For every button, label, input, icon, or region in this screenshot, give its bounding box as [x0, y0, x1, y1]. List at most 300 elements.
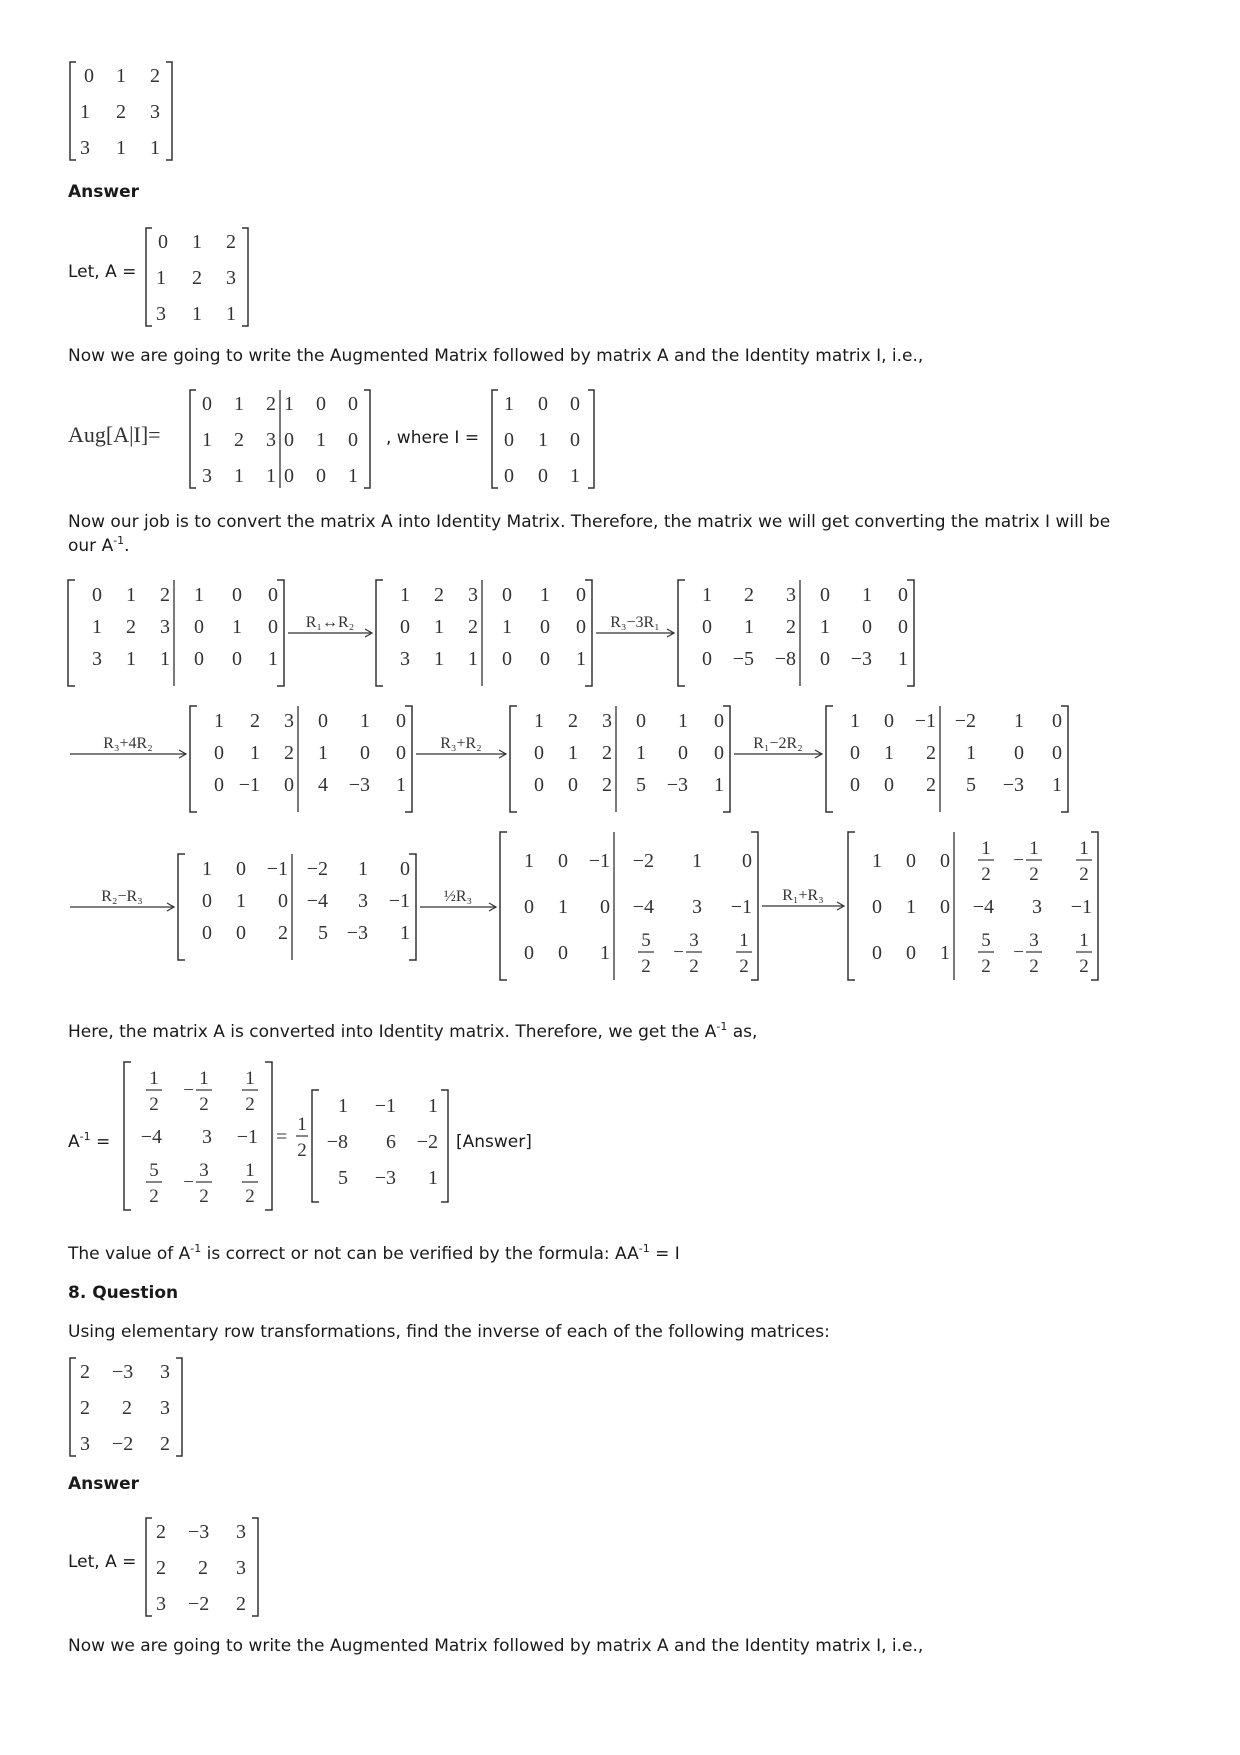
- cell: 4: [318, 774, 328, 796]
- cell: 0: [534, 774, 544, 796]
- cell: 1: [150, 137, 160, 159]
- svg-text:2: 2: [1029, 956, 1039, 977]
- cell: 2: [786, 616, 796, 638]
- let-label: Let, A =: [68, 1552, 137, 1572]
- cell: −4: [306, 890, 328, 912]
- cell: 1: [820, 616, 830, 638]
- cell: 0: [268, 584, 278, 606]
- cell: 0: [576, 616, 586, 638]
- cell: 1: [318, 742, 328, 764]
- cell: 1: [234, 465, 244, 487]
- cell: [978, 838, 994, 885]
- cell: 1: [194, 584, 204, 606]
- cell: [1013, 930, 1042, 977]
- operation-label: R₂−R₃: [101, 888, 143, 905]
- cell: 1: [534, 710, 544, 732]
- cell: −3: [374, 1167, 396, 1189]
- cell: 1: [232, 616, 242, 638]
- cell: 1: [428, 1167, 438, 1189]
- cell: −3: [1002, 774, 1024, 796]
- cell: 1: [714, 774, 724, 796]
- cell: 0: [284, 465, 294, 487]
- cell: 1: [850, 710, 860, 732]
- svg-text:−: −: [673, 942, 684, 963]
- inverse-result: [118, 1060, 618, 1220]
- cell: 3: [236, 1521, 246, 1543]
- aug-intro-text: Now we are going to write the Augmented Matrix followed by matrix A and the Identity matrix I, i.e.,: [68, 346, 924, 366]
- svg-text:2: 2: [981, 864, 991, 885]
- cell: 0: [502, 584, 512, 606]
- answer-tag: [Answer]: [456, 1132, 532, 1152]
- cell: 3: [786, 584, 796, 606]
- cell: 2: [156, 1521, 166, 1543]
- svg-text:1: 1: [1029, 838, 1039, 859]
- cell: 0: [348, 429, 358, 451]
- cell: 3: [156, 303, 166, 325]
- cell: 0: [570, 393, 580, 415]
- cell: 5: [338, 1167, 348, 1189]
- svg-text:2: 2: [149, 1186, 159, 1207]
- cell: −2: [632, 850, 654, 872]
- cell: 0: [940, 896, 950, 918]
- cell: 1: [348, 465, 358, 487]
- superscript: -1: [113, 534, 125, 547]
- cell: 0: [872, 942, 882, 964]
- left-bracket: [190, 706, 197, 812]
- cell: 3: [266, 429, 276, 451]
- q8-matrix-a: [144, 1516, 264, 1625]
- cell: 0: [884, 710, 894, 732]
- cell: 1: [862, 584, 872, 606]
- left-bracket: [826, 706, 833, 812]
- svg-text:1: 1: [1079, 838, 1089, 859]
- augmented-matrix: [848, 832, 1098, 980]
- cell: 0: [742, 850, 752, 872]
- cell: 1: [678, 710, 688, 732]
- cell: 3: [80, 137, 90, 159]
- cell: 0: [558, 942, 568, 964]
- cell: 0: [1052, 742, 1062, 764]
- cell: 0: [558, 850, 568, 872]
- cell: 0: [524, 896, 534, 918]
- cell: 1: [202, 858, 212, 880]
- cell: 0: [92, 584, 102, 606]
- answer-label: Answer: [68, 182, 139, 202]
- cell: 2: [266, 393, 276, 415]
- cell: 0: [214, 774, 224, 796]
- cell: 1: [316, 429, 326, 451]
- aug-label-text: Aug[A|I]=: [68, 422, 161, 447]
- text: is correct or not can be verified by the formula: AA: [201, 1244, 639, 1264]
- cell: 1: [940, 942, 950, 964]
- result-text: [68, 1022, 757, 1042]
- cell: 0: [232, 584, 242, 606]
- cell: 2: [80, 1397, 90, 1419]
- cell: 2: [278, 922, 288, 944]
- cell: 1: [116, 137, 126, 159]
- cell: 1: [360, 710, 370, 732]
- question-heading: 8. Question: [68, 1283, 179, 1303]
- cell: 2: [602, 742, 612, 764]
- cell: 1: [396, 774, 406, 796]
- right-bracket: [907, 580, 914, 686]
- svg-text:1: 1: [297, 1114, 307, 1135]
- cell: 1: [250, 742, 260, 764]
- augmented-matrix: [510, 706, 730, 812]
- cell: 3: [92, 648, 102, 670]
- cell: [146, 1068, 162, 1115]
- augmented-matrix: [178, 854, 416, 960]
- cell: 0: [202, 393, 212, 415]
- cell: 1: [576, 648, 586, 670]
- text: = I: [649, 1244, 680, 1264]
- cell: 1: [400, 922, 410, 944]
- cell: 0: [898, 584, 908, 606]
- svg-text:2: 2: [981, 956, 991, 977]
- operation-label: R₃+4R₂: [103, 735, 153, 752]
- cell: 0: [906, 850, 916, 872]
- cell: 1: [966, 742, 976, 764]
- cell: 3: [226, 267, 236, 289]
- cell: −3: [348, 774, 370, 796]
- cell: 3: [202, 1126, 212, 1148]
- cell: 0: [396, 742, 406, 764]
- operation-label: ½R₃: [443, 888, 473, 905]
- cell: −2: [306, 858, 328, 880]
- cell: 1: [358, 858, 368, 880]
- scalar-half: [296, 1114, 308, 1161]
- cell: 0: [504, 429, 514, 451]
- cell: [183, 1068, 212, 1115]
- cell: −5: [732, 648, 754, 670]
- cell: 0: [400, 616, 410, 638]
- cell: 2: [80, 1361, 90, 1383]
- right-bracket: [441, 1090, 448, 1202]
- superscript: -1: [79, 1130, 91, 1143]
- right-bracket: [405, 706, 412, 812]
- cell: 3: [160, 1361, 170, 1383]
- cell: [638, 930, 654, 977]
- left-bracket: [178, 854, 185, 960]
- cell: 0: [714, 710, 724, 732]
- augmented-matrix: [190, 706, 412, 812]
- cell: 1: [92, 616, 102, 638]
- svg-text:1: 1: [149, 1068, 159, 1089]
- cell: 1: [636, 742, 646, 764]
- cell: 2: [192, 267, 202, 289]
- cell: 0: [862, 616, 872, 638]
- inverse-label: [68, 1132, 110, 1152]
- cell: 3: [160, 1397, 170, 1419]
- answer-label: Answer: [68, 1474, 139, 1494]
- svg-text:2: 2: [739, 956, 749, 977]
- transform-arrow: [70, 735, 186, 758]
- right-bracket: [585, 580, 592, 686]
- cell: [1076, 838, 1092, 885]
- cell: 1: [568, 742, 578, 764]
- cell: −2: [954, 710, 976, 732]
- cell: 3: [468, 584, 478, 606]
- cell: 6: [386, 1131, 396, 1153]
- right-bracket: [409, 854, 416, 960]
- transform-arrow: [596, 614, 674, 637]
- cell: 5: [318, 922, 328, 944]
- cell: 2: [468, 616, 478, 638]
- cell: 2: [236, 1593, 246, 1615]
- cell: 1: [434, 616, 444, 638]
- cell: 1: [558, 896, 568, 918]
- cell: 0: [940, 850, 950, 872]
- cell: 2: [116, 101, 126, 123]
- cell: 3: [602, 710, 612, 732]
- cell: 1: [156, 267, 166, 289]
- cell: 0: [1052, 710, 1062, 732]
- right-bracket: [1091, 832, 1098, 980]
- cell: −1: [266, 858, 288, 880]
- cell: [183, 1160, 212, 1207]
- svg-text:1: 1: [245, 1160, 255, 1181]
- cell: 1: [80, 101, 90, 123]
- cell: 0: [268, 616, 278, 638]
- cell: 1: [160, 648, 170, 670]
- text: =: [90, 1132, 111, 1152]
- svg-text:2: 2: [199, 1094, 209, 1115]
- cell: 3: [284, 710, 294, 732]
- cell: 1: [872, 850, 882, 872]
- right-bracket: [723, 706, 730, 812]
- cell: 0: [702, 616, 712, 638]
- cell: 1: [702, 584, 712, 606]
- cell: 0: [540, 648, 550, 670]
- text: Here, the matrix A is converted into Identity matrix. Therefore, we get the A: [68, 1022, 717, 1042]
- svg-text:2: 2: [297, 1140, 307, 1161]
- cell: −3: [112, 1361, 134, 1383]
- svg-text:−: −: [183, 1080, 194, 1101]
- cell: 0: [534, 742, 544, 764]
- cell: 1: [884, 742, 894, 764]
- cell: 2: [284, 742, 294, 764]
- row-reduction-steps: [0, 576, 1240, 996]
- cell: 0: [316, 465, 326, 487]
- transform-arrow: [734, 735, 822, 758]
- cell: 3: [358, 890, 368, 912]
- let-label: Let, A =: [68, 262, 137, 282]
- svg-text:1: 1: [981, 838, 991, 859]
- cell: −1: [730, 896, 752, 918]
- cell: 2: [160, 1433, 170, 1455]
- cell: 3: [202, 465, 212, 487]
- cell: [673, 930, 702, 977]
- left-bracket: [848, 832, 855, 980]
- convert-text-line2: [68, 536, 130, 556]
- augmented-matrix: [376, 580, 592, 686]
- cell: 0: [202, 922, 212, 944]
- cell: 1: [226, 303, 236, 325]
- cell: −8: [326, 1131, 348, 1153]
- svg-text:−: −: [1013, 850, 1024, 871]
- cell: 2: [198, 1557, 208, 1579]
- cell: 1: [428, 1095, 438, 1117]
- left-bracket: [376, 580, 383, 686]
- cell: −1: [374, 1095, 396, 1117]
- cell: −1: [914, 710, 936, 732]
- cell: 2: [150, 65, 160, 87]
- q8-question-matrix: [68, 1356, 188, 1465]
- text: .: [124, 536, 130, 556]
- superscript: -1: [638, 1242, 650, 1255]
- text: our A: [68, 536, 114, 556]
- svg-text:3: 3: [199, 1160, 209, 1181]
- cell: 0: [1014, 742, 1024, 764]
- cell: 0: [678, 742, 688, 764]
- cell: 1: [116, 65, 126, 87]
- cell: −1: [238, 774, 260, 796]
- cell: 2: [126, 616, 136, 638]
- svg-text:−: −: [1013, 942, 1024, 963]
- cell: 2: [434, 584, 444, 606]
- cell: 2: [744, 584, 754, 606]
- augmented-matrix: [500, 832, 758, 980]
- cell: 1: [400, 584, 410, 606]
- matrix-svg: [68, 60, 178, 164]
- transform-arrow: [70, 888, 174, 911]
- convert-text-line1: Now our job is to convert the matrix A into Identity Matrix. Therefore, the matrix we will get converting the matrix I will be: [68, 512, 1111, 532]
- cell: 3: [156, 1593, 166, 1615]
- cell: −4: [972, 896, 994, 918]
- operation-label: R₁+R₃: [782, 887, 824, 904]
- left-bracket: [500, 832, 507, 980]
- cell: [1076, 930, 1092, 977]
- cell: 1: [570, 465, 580, 487]
- svg-text:1: 1: [739, 930, 749, 951]
- cell: 0: [884, 774, 894, 796]
- cell: 3: [1032, 896, 1042, 918]
- right-bracket: [751, 832, 758, 980]
- cell: 3: [236, 1557, 246, 1579]
- text: A: [68, 1132, 80, 1152]
- cell: 0: [360, 742, 370, 764]
- cell: 0: [820, 648, 830, 670]
- cell: 0: [84, 65, 94, 87]
- cell: [1013, 838, 1042, 885]
- cell: 5: [636, 774, 646, 796]
- cell: 0: [318, 710, 328, 732]
- cell: 1: [744, 616, 754, 638]
- inverse-scaled-matrix: [312, 1090, 448, 1202]
- cell: 0: [278, 890, 288, 912]
- cell: −2: [112, 1433, 134, 1455]
- cell: 0: [400, 858, 410, 880]
- cell: 3: [80, 1433, 90, 1455]
- cell: 0: [540, 616, 550, 638]
- svg-text:2: 2: [245, 1186, 255, 1207]
- transform-arrow: [420, 888, 496, 911]
- cell: 1: [126, 584, 136, 606]
- aug-intro-text: Now we are going to write the Augmented Matrix followed by matrix A and the Identity matrix I, i.e.,: [68, 1636, 924, 1656]
- cell: 2: [226, 231, 236, 253]
- cell: 0: [504, 465, 514, 487]
- cell: 1: [692, 850, 702, 872]
- cell: −2: [188, 1593, 210, 1615]
- cell: −3: [188, 1521, 210, 1543]
- transform-arrow: [762, 887, 844, 910]
- cell: 0: [236, 858, 246, 880]
- cell: 2: [250, 710, 260, 732]
- cell: 0: [158, 231, 168, 253]
- cell: 0: [502, 648, 512, 670]
- cell: 2: [156, 1557, 166, 1579]
- cell: 0: [538, 393, 548, 415]
- cell: 0: [570, 429, 580, 451]
- cell: −1: [388, 890, 410, 912]
- cell: 0: [396, 710, 406, 732]
- cell: 0: [714, 742, 724, 764]
- aug-label: [68, 422, 161, 448]
- cell: 2: [602, 774, 612, 796]
- svg-text:2: 2: [149, 1094, 159, 1115]
- cell: 0: [284, 429, 294, 451]
- operation-label: R₁↔R₂: [305, 614, 355, 631]
- cell: 1: [214, 710, 224, 732]
- augmented-matrix: [678, 580, 914, 686]
- cell: 0: [898, 616, 908, 638]
- svg-text:−: −: [183, 1172, 194, 1193]
- cell: 2: [122, 1397, 132, 1419]
- left-bracket: [124, 1062, 131, 1210]
- cell: −3: [850, 648, 872, 670]
- operation-label: R₃+R₂: [440, 735, 482, 752]
- left-bracket: [510, 706, 517, 812]
- cell: 1: [1052, 774, 1062, 796]
- cell: [736, 930, 752, 977]
- cell: 1: [284, 393, 294, 415]
- cell: 1: [236, 890, 246, 912]
- cell: 0: [236, 922, 246, 944]
- cell: 0: [820, 584, 830, 606]
- transform-arrow: [288, 614, 372, 637]
- svg-text:1: 1: [245, 1068, 255, 1089]
- cell: 1: [898, 648, 908, 670]
- cell: 0: [702, 648, 712, 670]
- cell: 0: [202, 890, 212, 912]
- cell: 1: [538, 429, 548, 451]
- cell: −3: [346, 922, 368, 944]
- cell: 0: [568, 774, 578, 796]
- cell: 0: [576, 584, 586, 606]
- cell: 1: [202, 429, 212, 451]
- cell: −8: [774, 648, 796, 670]
- cell: 1: [266, 465, 276, 487]
- cell: 0: [194, 648, 204, 670]
- where-label: , where I =: [386, 428, 480, 448]
- svg-text:1: 1: [199, 1068, 209, 1089]
- cell: 3: [160, 616, 170, 638]
- cell: [242, 1068, 258, 1115]
- cell: −1: [236, 1126, 258, 1148]
- cell: 1: [126, 648, 136, 670]
- right-bracket: [265, 1062, 272, 1210]
- cell: 1: [524, 850, 534, 872]
- cell: 1: [268, 648, 278, 670]
- inverse-fraction-matrix: [124, 1062, 272, 1210]
- svg-text:2: 2: [1029, 864, 1039, 885]
- cell: 2: [568, 710, 578, 732]
- cell: [242, 1160, 258, 1207]
- cell: 1: [502, 616, 512, 638]
- transform-arrow: [416, 735, 506, 758]
- cell: 0: [214, 742, 224, 764]
- cell: 3: [692, 896, 702, 918]
